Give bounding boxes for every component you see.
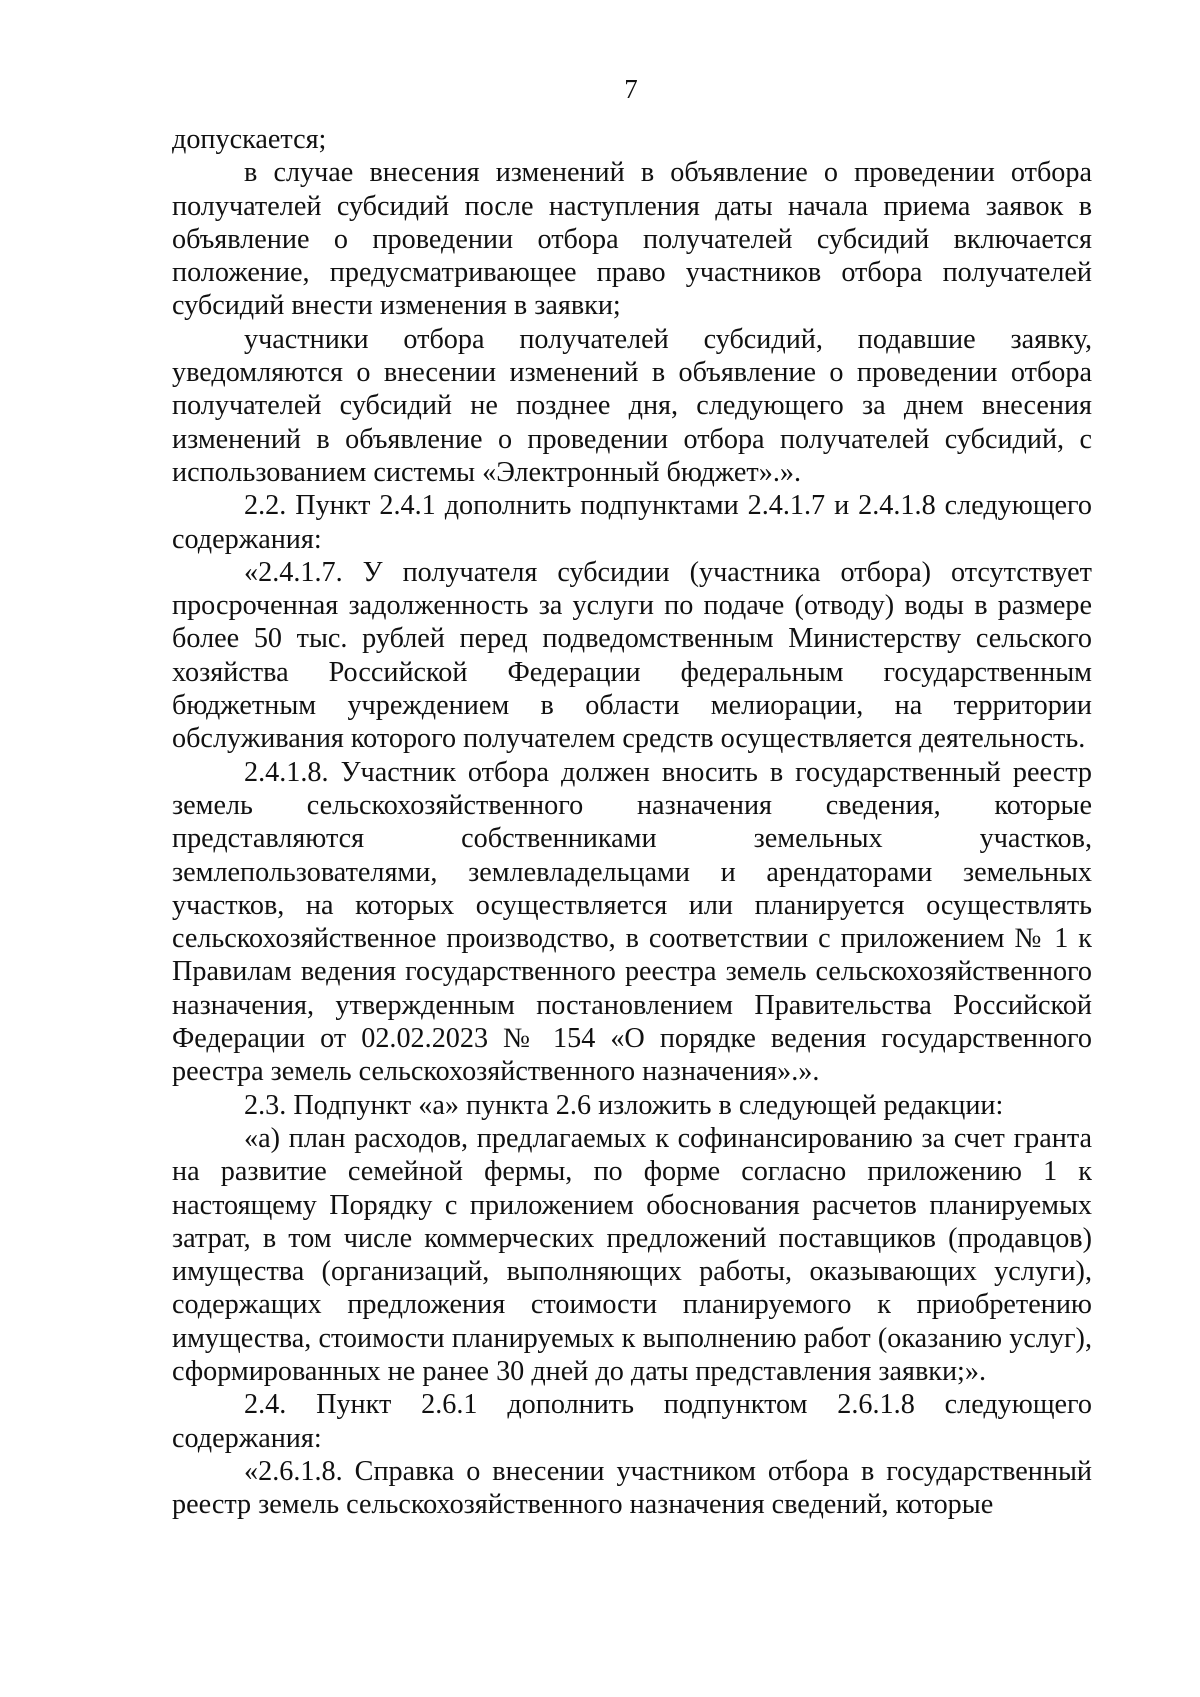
paragraph-clause-2-2: 2.2. Пункт 2.4.1 дополнить подпунктами 2.4.1.7 и 2.4.1.8 следующего содержания: (172, 490, 1092, 555)
paragraph-subclause-2-4-1-8: 2.4.1.8. Участник отбора должен вносить в государственный реестр земель сельскохозяйственного назначения сведения, которые представляются собственниками земельных участков, землепользователями, землевладельцами и арендаторами земельных участков, на которых осуществляется или планируется осуществлять сельскохозяйственное производство, в соответствии с приложением № 1 к Правилам ведения государственного реестра земель сельскохозяйственного назначения, утвержденным постановлением Правительства Российской Федерации от 02.02.2023 № 154 «О порядке ведения государственного реестра земель сельскохозяйственного назначения».». (172, 756, 1092, 1088)
paragraph-continuation: допускается; (172, 124, 327, 155)
paragraph-subclause-2-4-1-7: «2.4.1.7. У получателя субсидии (участника отбора) отсутствует просроченная задолженность за услуги по подаче (отводу) воды в размере более 50 тыс. рублей перед подведомственным Министерству сельского хозяйства Российской Федерации федеральным государственным бюджетным учреждением в области мелиорации, на территории обслуживания которого получателем средств осуществляется деятельность. (172, 556, 1092, 755)
paragraph-clause-2-4: 2.4. Пункт 2.6.1 дополнить подпунктом 2.6.1.8 следующего содержания: (172, 1389, 1092, 1454)
paragraph-amendment-notice: в случае внесения изменений в объявление о проведении отбора получателей субсидий после наступления даты начала приема заявок в объявление о проведении отбора получателей субсидий включается положение, предусматривающее право участников отбора получателей субсидий внести изменения в заявки; (172, 157, 1092, 322)
paragraph-subclause-2-6-1-8: «2.6.1.8. Справка о внесении участником отбора в государственный реестр земель сельскохозяйственного назначения сведений, которые (172, 1455, 1092, 1521)
document-body (172, 123, 1092, 1521)
page-number: 7 (624, 74, 638, 104)
paragraph-clause-2-3: 2.3. Подпункт «а» пункта 2.6 изложить в следующей редакции: (244, 1089, 1004, 1121)
paragraph-participants-notified: участники отбора получателей субсидий, подавшие заявку, уведомляются о внесении изменений в объявление о проведении отбора получателей субсидий не позднее дня, следующего за днем внесения изменений в объявление о проведении отбора получателей субсидий, с использованием системы «Электронный бюджет».». (172, 323, 1092, 488)
paragraph-subitem-a: «а) план расходов, предлагаемых к софинансированию за счет гранта на развитие семейной фермы, по форме согласно приложению 1 к настоящему Порядку с приложением обоснования расчетов планируемых затрат, в том числе коммерческих предложений поставщиков (продавцов) имущества (организаций, выполняющих работы, оказывающих услуги), содержащих предложения стоимости планируемого к приобретению имущества, стоимости планируемых к выполнению работ (оказанию услуг), сформированных не ранее 30 дней до даты представления заявки;». (172, 1122, 1092, 1387)
